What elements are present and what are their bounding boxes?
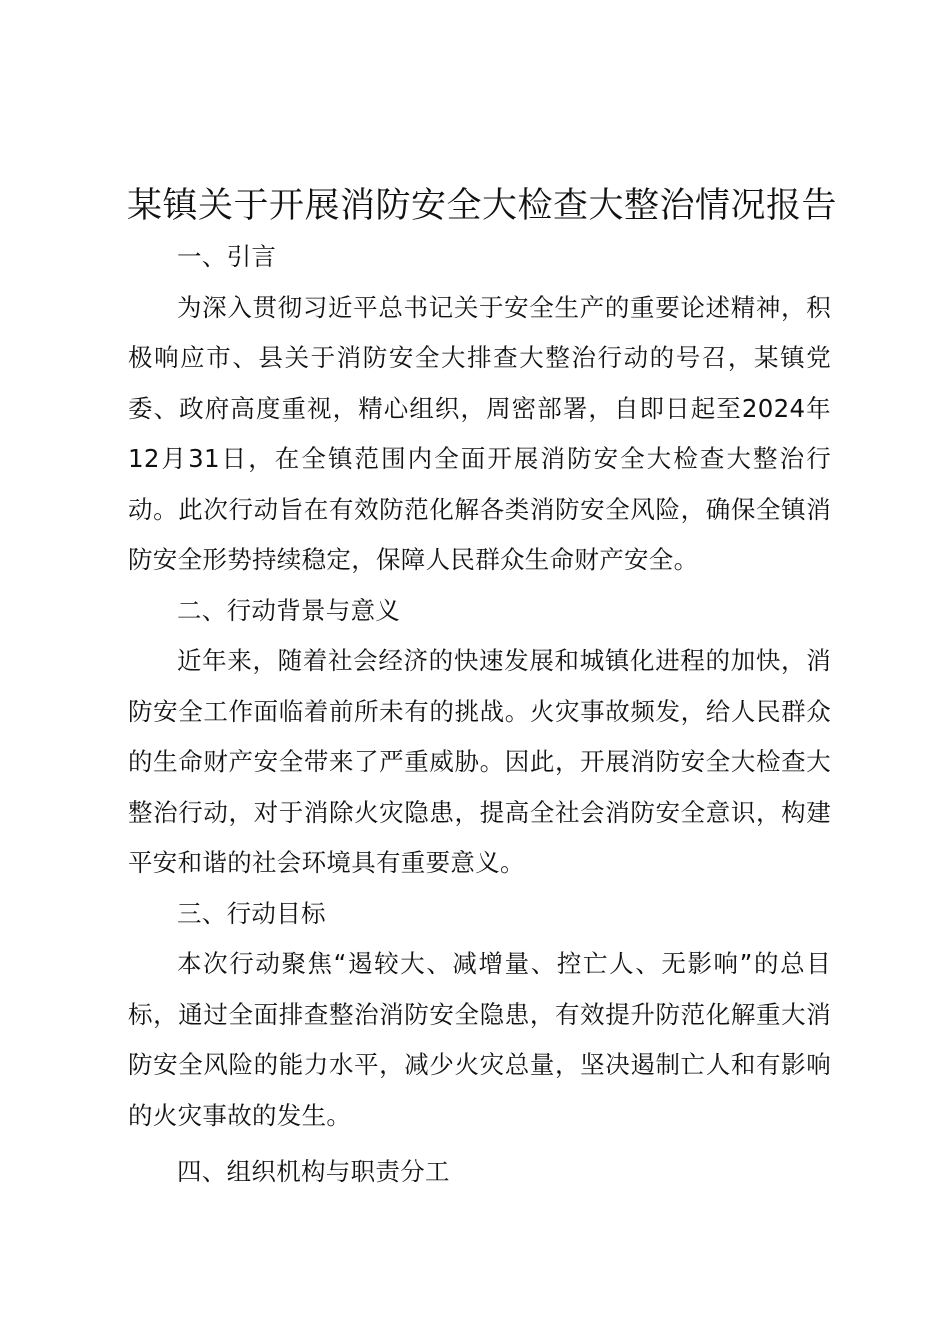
section-paragraph-goals: 本次行动聚焦“遏较大、减增量、控亡人、无影响”的总目标，通过全面排查整治消防安全隐患，有效提升防范化解重大消防安全风险的能力水平，减少火灾总量，坚决遏制亡人和有影响的火灾事故的发生。 [128, 949, 831, 1130]
document-body [128, 232, 831, 1198]
section-paragraph-background: 近年来，随着社会经济的快速发展和城镇化进程的加快，消防安全工作面临着前所未有的挑战。火灾事故频发，给人民群众的生命财产安全带来了严重威胁。因此，开展消防安全大检查大整治行动，对于消除火灾隐患，提高全社会消防安全意识，构建平安和谐的社会环境具有重要意义。 [128, 646, 831, 877]
document-title: 某镇关于开展消防安全大检查大整治情况报告 [127, 186, 838, 226]
section-heading-background: 二、行动背景与意义 [177, 595, 401, 625]
section-paragraph-intro: 为深入贯彻习近平总书记关于安全生产的重要论述精神，积极响应市、县关于消防安全大排查大整治行动的号召，某镇党委、政府高度重视，精心组织，周密部署，自即日起至2024年12月31日，在全镇范围内全面开展消防安全大检查大整治行动。此次行动旨在有效防范化解各类消防安全风险，确保全镇消防安全形势持续稳定，保障人民群众生命财产安全。 [128, 292, 831, 574]
section-heading-organization: 四、组织机构与职责分工 [177, 1157, 450, 1186]
section-heading-goals: 三、行动目标 [177, 898, 326, 928]
section-heading-intro: 一、引言 [177, 242, 277, 271]
